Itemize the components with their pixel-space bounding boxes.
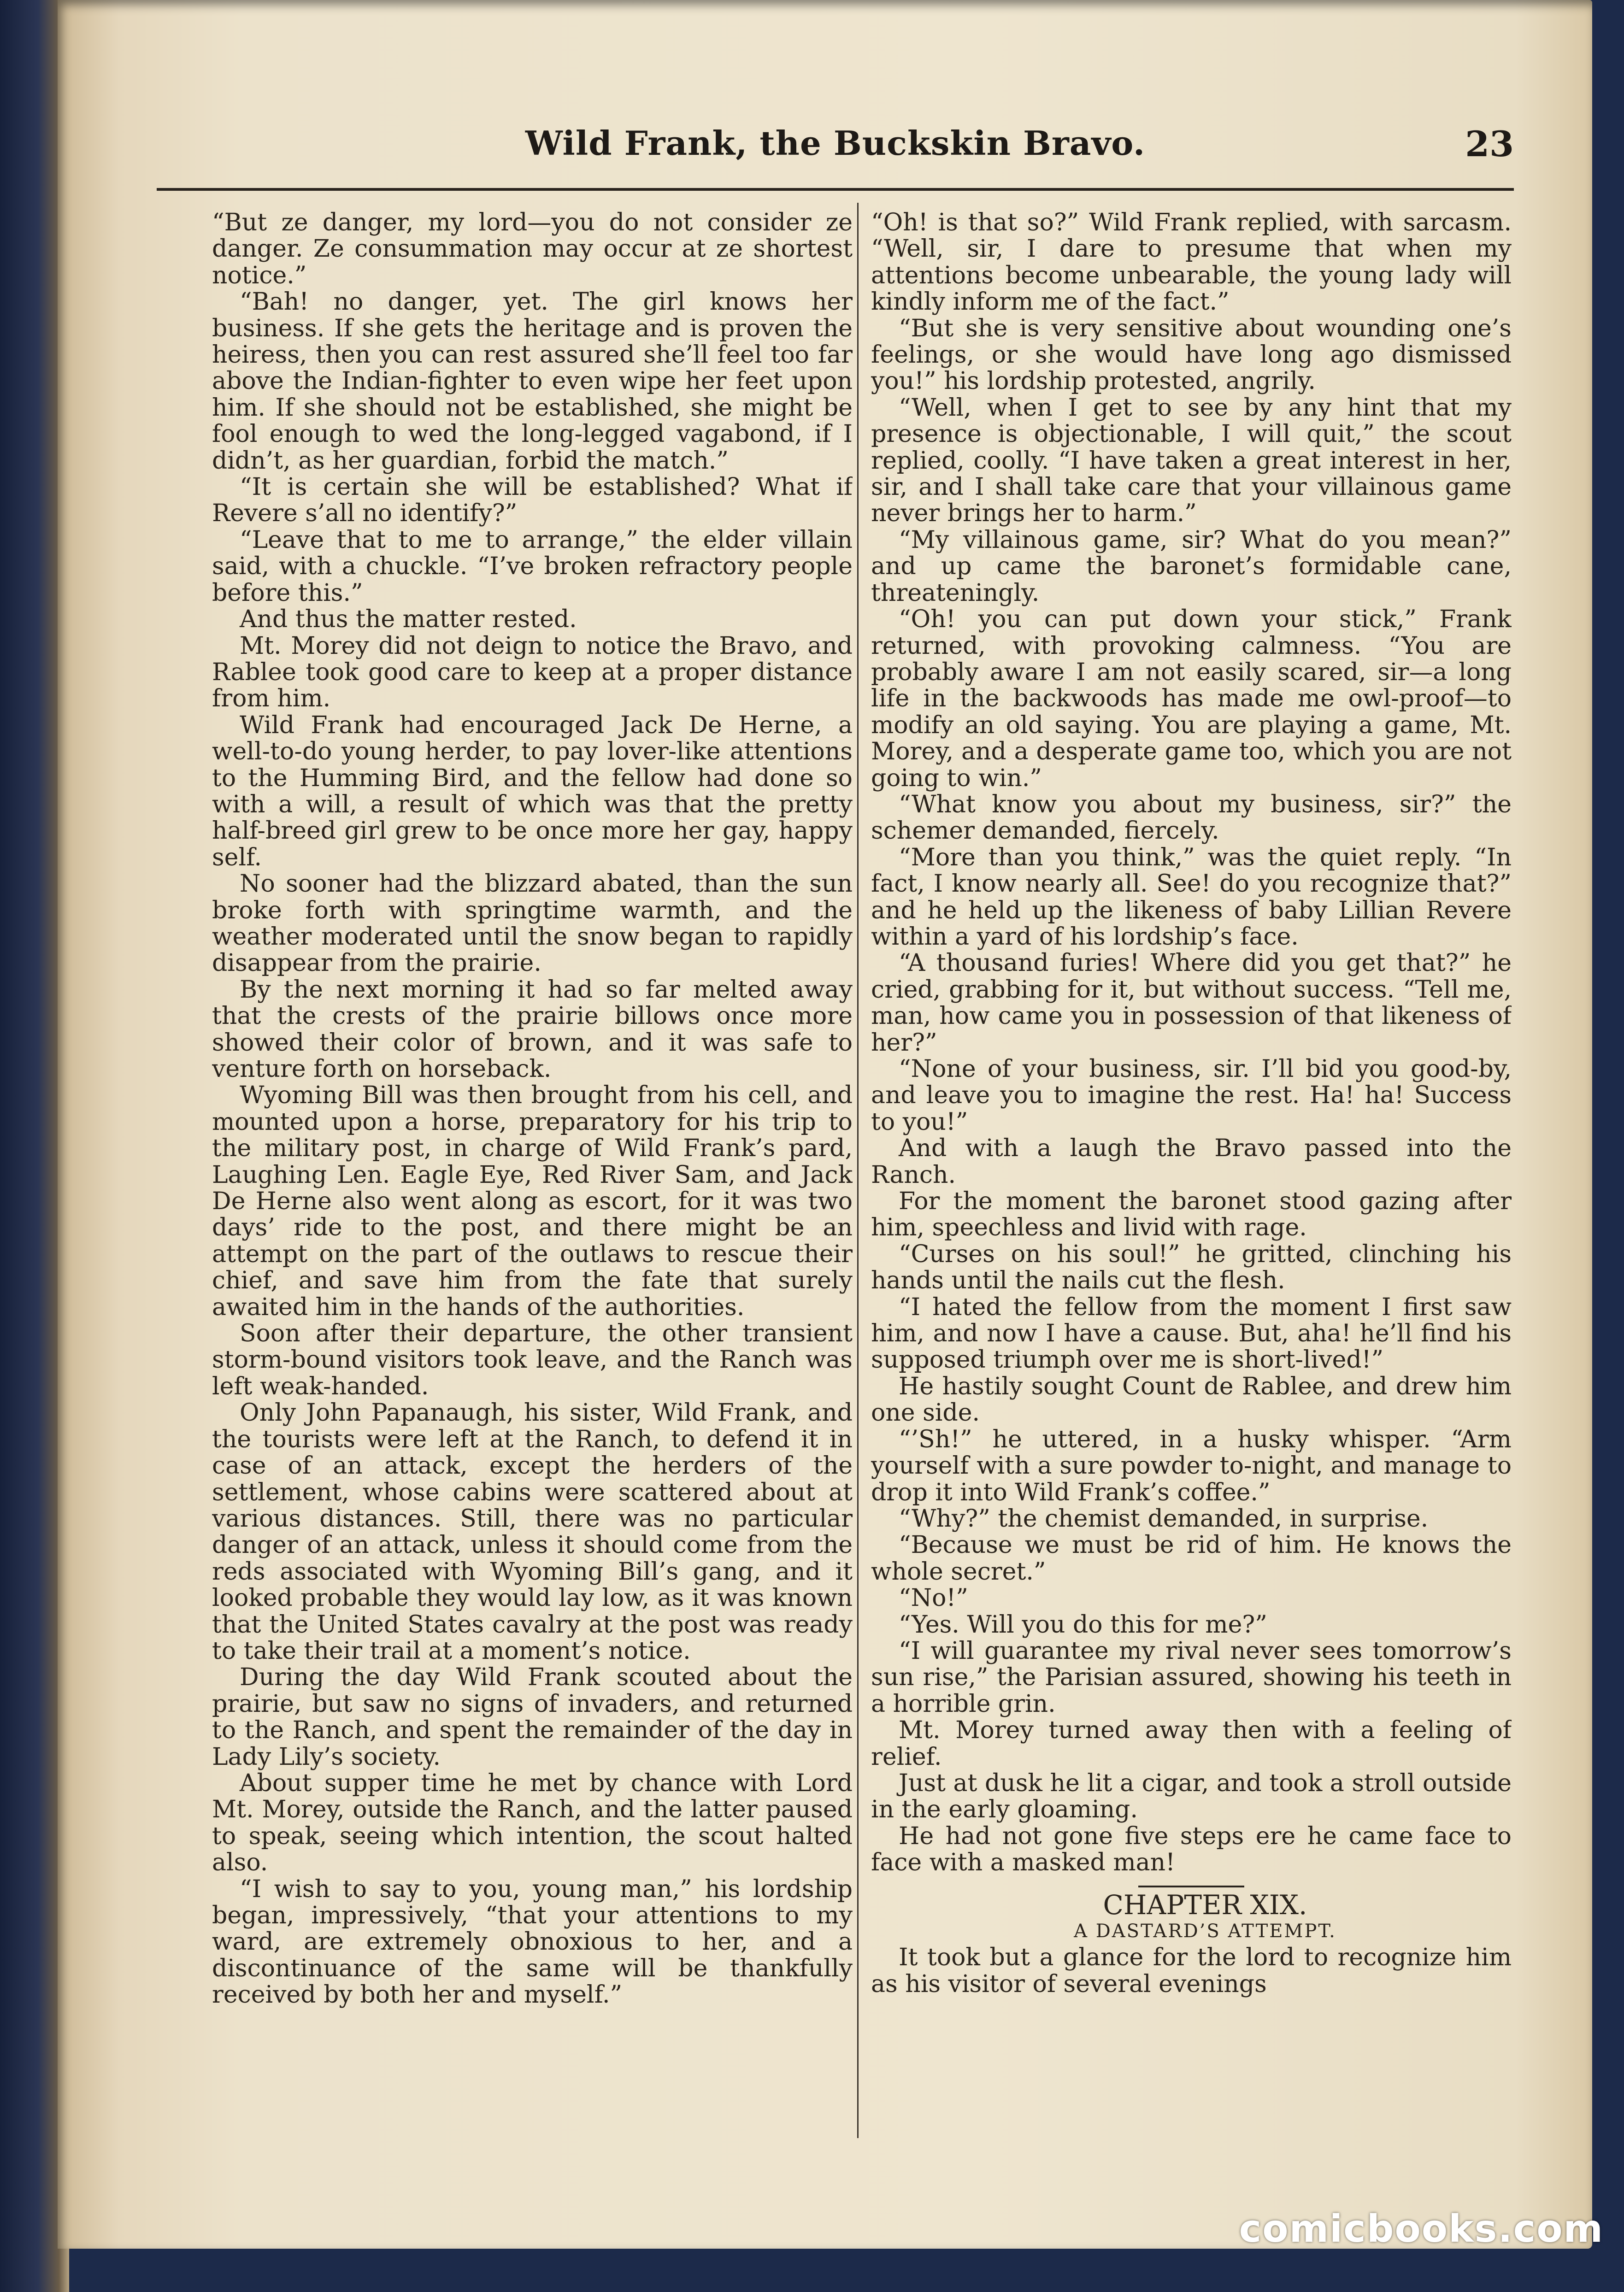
paragraph: For the moment the baronet stood gazing after him, speechless and livid with rage. [871, 1187, 1512, 1242]
paragraph: “What know you about my business, sir?” the schemer demanded, fiercely. [871, 790, 1512, 845]
right-column [871, 210, 1512, 2159]
chapter-subtitle: A DASTARD’S ATTEMPT. [1074, 1921, 1336, 1942]
paragraph: “It is certain she will be established? What if Revere s’all no identify?” [212, 473, 853, 528]
chapter-heading: CHAPTER XIX. [1103, 1889, 1307, 1921]
paragraph: “Yes. Will you do this for me?” [899, 1610, 1267, 1639]
page-header [157, 123, 1514, 197]
chapter-separator-rule [1138, 1886, 1244, 1887]
paragraph: About supper time he met by chance with Lord Mt. Morey, outside the Ranch, and the latter paused to speak, seeing which intention, the scout halted also. [212, 1769, 853, 1877]
paragraph: “I wish to say to you, young man,” his lordship began, impressively, “that your attentions to my ward, are extremely obnoxious to her, and a discontinuance of the same will be thankfully received by both her and myself.” [212, 1875, 853, 2009]
site-watermark: comicbooks.com [1239, 2207, 1604, 2251]
paragraph: He had not gone five steps ere he came face to face with a masked man! [871, 1822, 1512, 1877]
paragraph: “Because we must be rid of him. He knows the whole secret.” [871, 1531, 1512, 1586]
paragraph: Soon after their departure, the other transient storm-bound visitors took leave, and the Ranch was left weak-handed. [212, 1320, 853, 1400]
paragraph: “But she is very sensitive about wounding one’s feelings, or she would have long ago dismissed you!” his lordship protested, angrily. [871, 314, 1512, 395]
paragraph: “I will guarantee my rival never sees tomorrow’s sun rise,” the Parisian assured, showing his teeth in a horrible grin. [871, 1637, 1512, 1718]
paragraph: “But ze danger, my lord—you do not consider ze danger. Ze consummation may occur at ze shortest notice.” [212, 210, 853, 289]
paragraph: And thus the matter rested. [240, 605, 577, 634]
paragraph: No sooner had the blizzard abated, than the sun broke forth with springtime warmth, and the weather moderated until the snow began to rapidly disappear from the prairie. [212, 870, 853, 977]
paragraph: Wild Frank had encouraged Jack De Herne, a well-to-do young herder, to pay lover-like attentions to the Humming Bird, and the fellow had done so with a will, a result of which was that the pretty half-breed girl grew to be once more her gay, happy self. [212, 711, 853, 871]
page-number: 23 [1465, 123, 1514, 165]
paragraph: Only John Papanaugh, his sister, Wild Frank, and the tourists were left at the Ranch, to defend it in case of an attack, except the herders of the settlement, whose cabins were scattered about at various distances. Still, there was no particular danger of an attack, unless it should come from the reds associated with Wyoming Bill’s gang, and it looked probable they would lay low, as it was known that the United States cavalry at the post was ready to take their trail at a moment’s notice. [212, 1399, 853, 1665]
paragraph: “I hated the fellow from the moment I first saw him, and now I have a cause. But, aha! he’ll find his supposed triumph over me is short-lived!” [871, 1293, 1512, 1374]
paragraph: “Bah! no danger, yet. The girl knows her business. If she gets the heritage and is proven the heiress, then you can rest assured she’ll feel too far above the Indian-fighter to even wipe her feet upon him. If she should not be established, she might be fool enough to wed the long-legged vagabond, if I didn’t, as her guardian, forbid the match.” [212, 288, 853, 475]
paragraph: Mt. Morey did not deign to notice the Bravo, and Rablee took good care to keep at a proper distance from him. [212, 632, 853, 713]
paragraph: Mt. Morey turned away then with a feeling of relief. [871, 1716, 1512, 1771]
paragraph: “Well, when I get to see by any hint that my presence is objectionable, I will quit,” the scout replied, coolly. “I have taken a great interest in her, sir, and I shall take care that your villainous game never brings her to harm.” [871, 394, 1512, 528]
paragraph: He hastily sought Count de Rablee, and drew him one side. [871, 1372, 1512, 1427]
running-title: Wild Frank, the Buckskin Bravo. [525, 123, 1146, 163]
left-column [212, 210, 853, 2159]
paragraph: “None of your business, sir. I’ll bid you good-by, and leave you to imagine the rest. Ha! ha! Success to you!” [871, 1055, 1512, 1136]
paragraph: “Curses on his soul!” he gritted, clinching his hands until the nails cut the flesh. [871, 1240, 1512, 1295]
paragraph: “More than you think,” was the quiet reply. “In fact, I know nearly all. See! do you recognize that?” and he held up the likeness of baby Lillian Revere within a yard of his lordship’s face. [871, 843, 1512, 951]
paragraph: By the next morning it had so far melted away that the crests of the prairie billows once more showed their color of brown, and it was safe to venture forth on horseback. [212, 976, 853, 1083]
paragraph: “No!” [899, 1584, 968, 1612]
paragraph: And with a laugh the Bravo passed into the Ranch. [871, 1134, 1512, 1189]
chapter-opening-paragraph: It took but a glance for the lord to recognize him as his visitor of several evenings [871, 1944, 1512, 1998]
paragraph: “Leave that to me to arrange,” the elder villain said, with a chuckle. “I’ve broken refractory people before this.” [212, 526, 853, 607]
paragraph: “Why?” the chemist demanded, in surprise. [899, 1504, 1429, 1533]
paragraph: “Oh! is that so?” Wild Frank replied, with sarcasm. “Well, sir, I dare to presume that when my attentions become unbearable, the young lady will kindly inform me of the fact.” [871, 210, 1512, 316]
paragraph: “A thousand furies! Where did you get that?” he cried, grabbing for it, but without success. “Tell me, man, how came you in possession of that likeness of her?” [871, 949, 1512, 1057]
header-rule [157, 188, 1514, 191]
paragraph: “’Sh!” he uttered, in a husky whisper. “Arm yourself with a sure powder to-night, and manage to drop it into Wild Frank’s coffee.” [871, 1425, 1512, 1506]
column-divider [857, 203, 859, 2138]
paragraph: Just at dusk he lit a cigar, and took a stroll outside in the early gloaming. [871, 1769, 1512, 1824]
paragraph: “Oh! you can put down your stick,” Frank returned, with provoking calmness. “You are probably aware I am not easily scared, sir—a long life in the backwoods has made me owl-proof—to modify an old saying. You are playing a game, Mt. Morey, and a desperate game too, which you are not going to win.” [871, 605, 1512, 792]
paragraph: “My villainous game, sir? What do you mean?” and up came the baronet’s formidable cane, threateningly. [871, 526, 1512, 607]
paragraph: Wyoming Bill was then brought from his cell, and mounted upon a horse, preparatory for his trip to the military post, in charge of Wild Frank’s pard, Laughing Len. Eagle Eye, Red River Sam, and Jack De Herne also went along as escort, for it was two days’ ride to the post, and there might be an attempt on the part of the outlaws to rescue their chief, and save him from the fate that surely awaited him in the hands of the authorities. [212, 1081, 853, 1321]
paragraph: During the day Wild Frank scouted about the prairie, but saw no signs of invaders, and returned to the Ranch, and spent the remainder of the day in Lady Lily’s society. [212, 1663, 853, 1771]
